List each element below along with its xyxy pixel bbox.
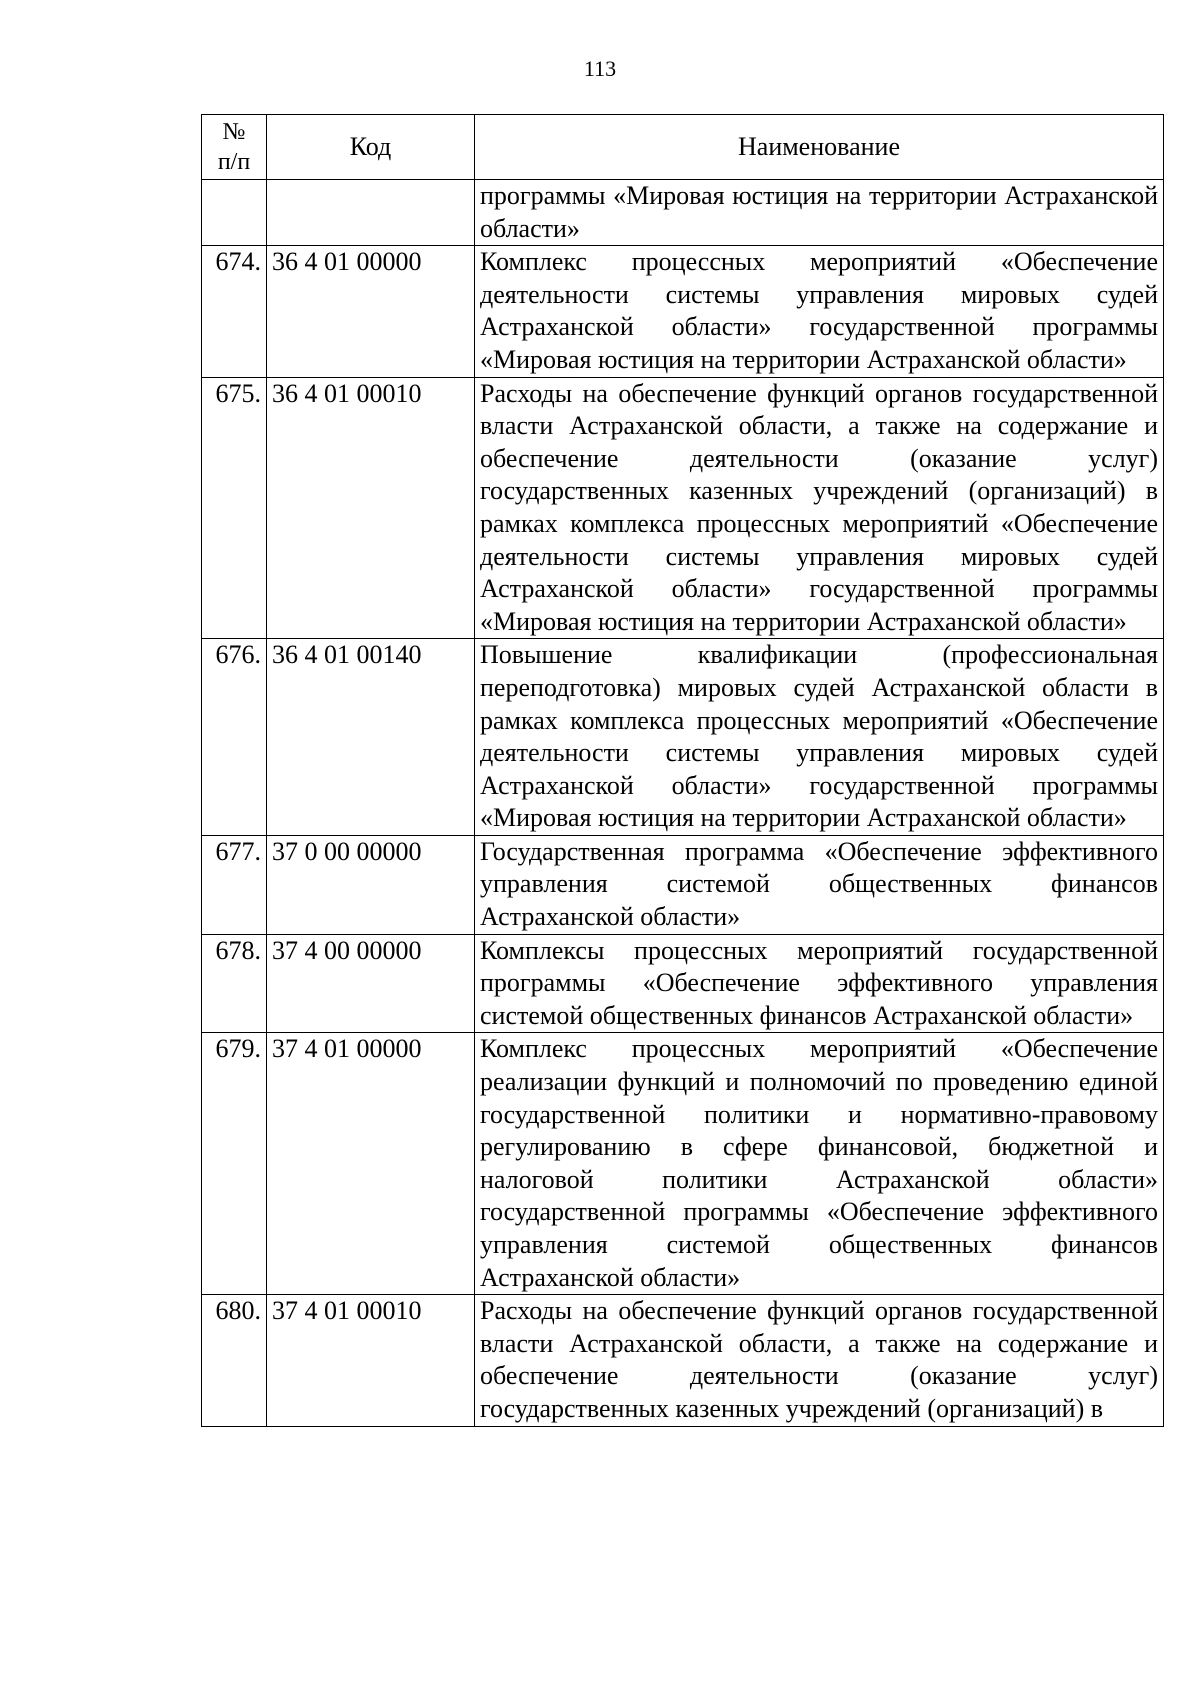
row-code: [267, 180, 475, 246]
table-row: [202, 1295, 1164, 1426]
header-name: Наименование: [475, 115, 1164, 180]
row-name: Государственная программа «Обеспечение эффективного управления системой общественных финансов Астраханской области»: [475, 835, 1164, 934]
row-num: 676.: [202, 639, 267, 836]
row-name: Комплекс процессных мероприятий «Обеспечение реализации функций и полномочий по проведению единой государственной политики и нормативно-правовому регулированию в сфере финансовой, бюджетной и налоговой политики Астраханской области» государственной программы «Обеспечение эффективного управления системой общественных финансов Астраханской области»: [475, 1033, 1164, 1295]
row-num: [202, 180, 267, 246]
row-code: 37 4 01 00010: [267, 1295, 475, 1426]
row-code: 37 0 00 00000: [267, 835, 475, 934]
row-num: 679.: [202, 1033, 267, 1295]
classification-table: [201, 114, 1164, 1427]
row-num: 674.: [202, 246, 267, 377]
header-num-line2: п/п: [217, 149, 251, 175]
row-code: 36 4 01 00010: [267, 377, 475, 639]
header-num-line1: №: [222, 119, 246, 145]
row-name: Повышение квалификации (профессиональная переподготовка) мировых судей Астраханской области в рамках комплекса процессных мероприятий «Обеспечение деятельности системы управления мировых судей Астраханской области» государственной программы «Мировая юстиция на территории Астраханской области»: [475, 639, 1164, 836]
row-code: 37 4 01 00000: [267, 1033, 475, 1295]
row-num: 677.: [202, 835, 267, 934]
row-name: Комплекс процессных мероприятий «Обеспечение деятельности системы управления мировых судей Астраханской области» государственной программы «Мировая юстиция на территории Астраханской области»: [475, 246, 1164, 377]
table-row: [202, 180, 1164, 246]
table-header-row: [202, 115, 1164, 180]
row-name: Расходы на обеспечение функций органов государственной власти Астраханской области, а также на содержание и обеспечение деятельности (оказание услуг) государственных казенных учреждений (организаций) в: [475, 1295, 1164, 1426]
row-code: 37 4 00 00000: [267, 934, 475, 1033]
table-row: [202, 934, 1164, 1033]
header-code: Код: [267, 115, 475, 180]
row-num: 678.: [202, 934, 267, 1033]
table-row: [202, 377, 1164, 639]
row-num: 675.: [202, 377, 267, 639]
row-name: программы «Мировая юстиция на территории Астраханской области»: [475, 180, 1164, 246]
row-name: Расходы на обеспечение функций органов государственной власти Астраханской области, а также на содержание и обеспечение деятельности (оказание услуг) государственных казенных учреждений (организаций) в рамках комплекса процессных мероприятий «Обеспечение деятельности системы управления мировых судей Астраханской области» государственной программы «Мировая юстиция на территории Астраханской области»: [475, 377, 1164, 639]
page-number: 113: [583, 56, 617, 81]
row-code: 36 4 01 00140: [267, 639, 475, 836]
row-num: 680.: [202, 1295, 267, 1426]
header-num: [202, 115, 267, 180]
table-row: [202, 1033, 1164, 1295]
table-row: [202, 639, 1164, 836]
table-row: [202, 246, 1164, 377]
row-code: 36 4 01 00000: [267, 246, 475, 377]
row-name: Комплексы процессных мероприятий государственной программы «Обеспечение эффективного управления системой общественных финансов Астраханской области»: [475, 934, 1164, 1033]
table-row: [202, 835, 1164, 934]
